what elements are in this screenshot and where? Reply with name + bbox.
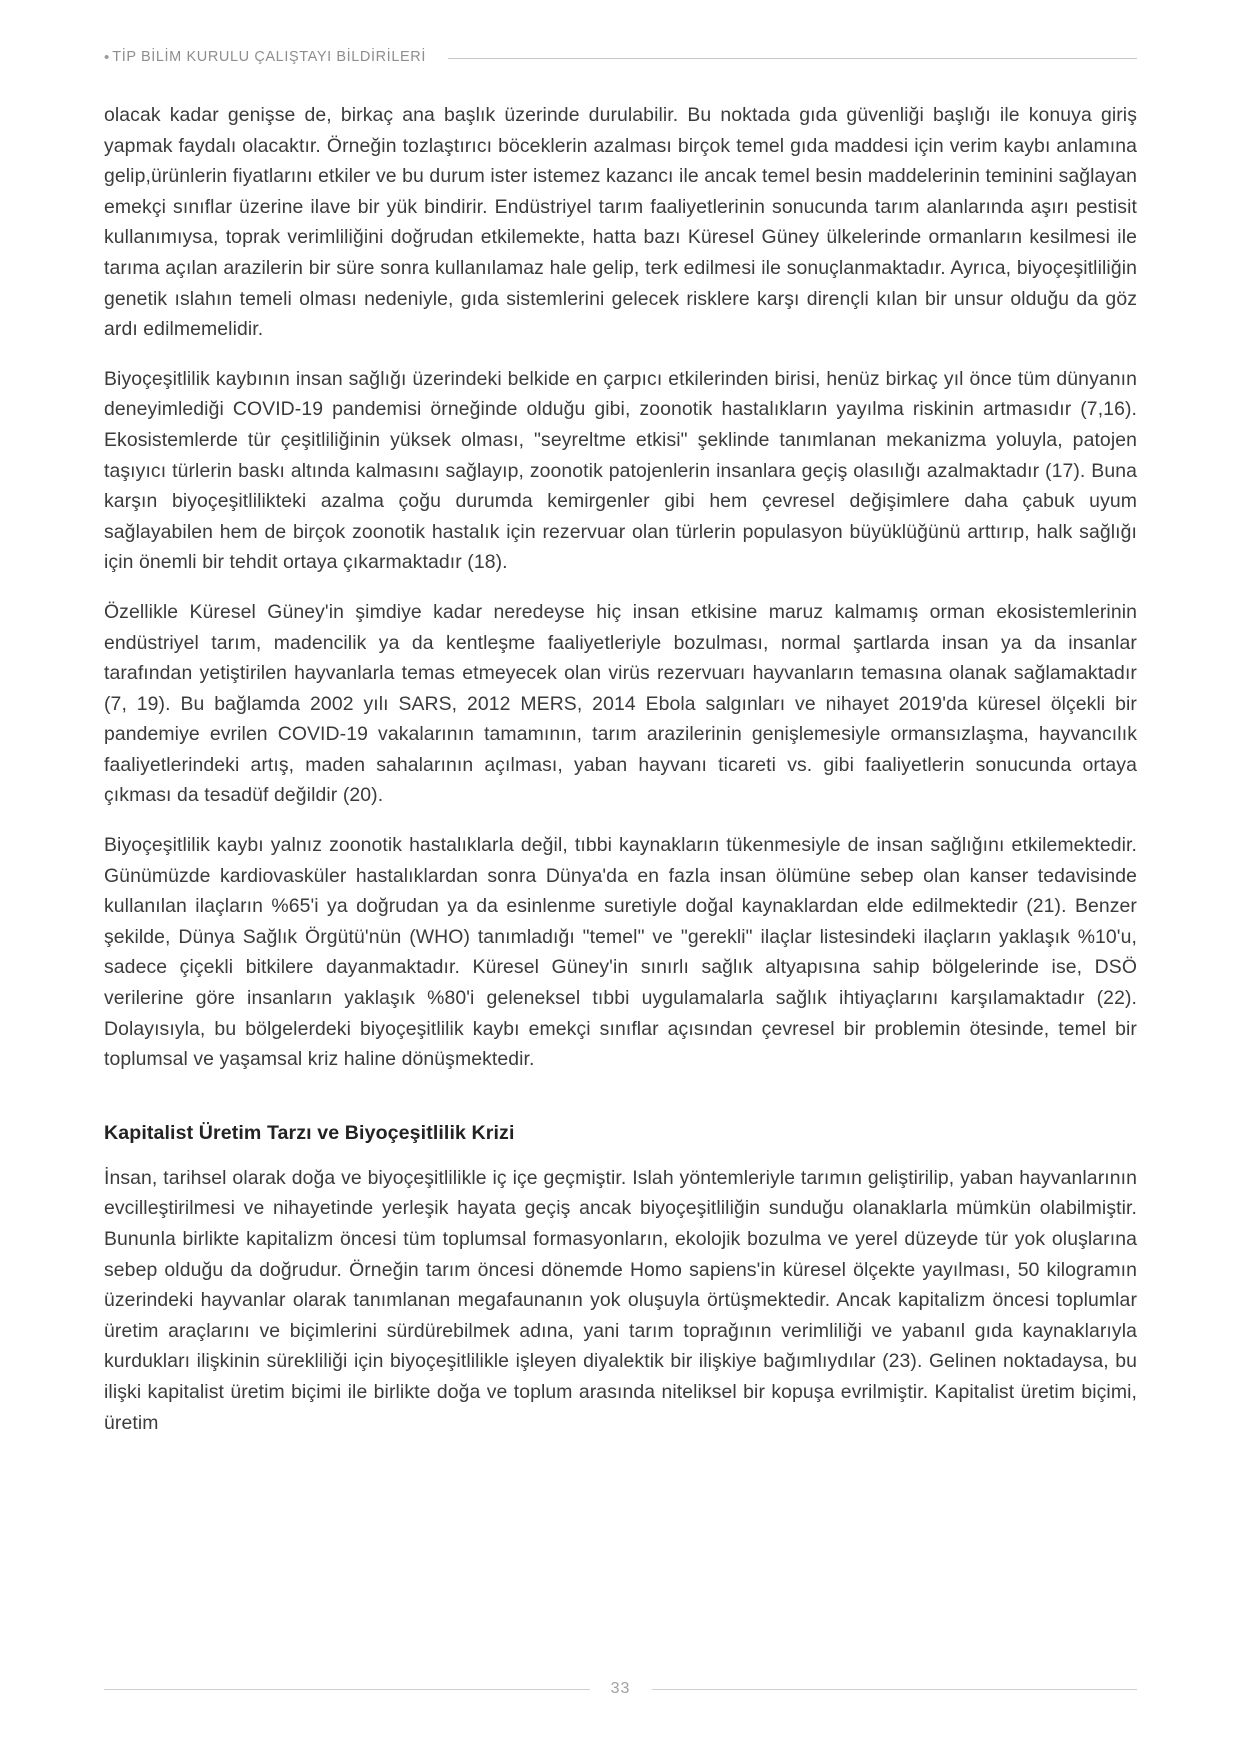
- document-body: [104, 100, 1137, 1438]
- header-bullet-icon: •: [104, 48, 110, 66]
- header-title: TİP BİLİM KURULU ÇALIŞTAYI BİLDİRİLERİ: [112, 49, 426, 65]
- footer-divider-right: [652, 1689, 1138, 1690]
- section-heading: Kapitalist Üretim Tarzı ve Biyoçeşitlilik Krizi: [104, 1121, 515, 1144]
- body-paragraph: Biyoçeşitlilik kaybının insan sağlığı üzerindeki belkide en çarpıcı etkilerinden birisi, henüz birkaç yıl önce tüm dünyanın deneyimlediği COVID-19 pandemisi örneğinde olduğu gibi, zoonotik hastalıkların yayılma riskinin artmasıdır (7,16). Ekosistemlerde tür çeşitliliğinin yüksek olması, "seyreltme etkisi" şeklinde tanımlanan mekanizma yoluyla, patojen taşıyıcı türlerin baskı altında kalmasını sağlayıp, zoonotik patojenlerin insanlara geçiş olasılığı azalmaktadır (17). Buna karşın biyoçeşitlilikteki azalma çoğu durumda kemirgenler gibi hem çevresel değişimlere daha çabuk uyum sağlayabilen hem de birçok zoonotik hastalık için rezervuar olan türlerin populasyon büyüklüğünü arttırıp, halk sağlığı için önemli bir tehdit ortaya çıkarmaktadır (18).: [104, 367, 1137, 574]
- running-header: [104, 44, 1137, 70]
- body-paragraph: İnsan, tarihsel olarak doğa ve biyoçeşitlilikle iç içe geçmiştir. Islah yöntemleriyle tarımın geliştirilip, yaban hayvanlarının evcilleştirilmesi ve nihayetinde yerleşik hayata geçiş ancak biyoçeşitliliğin sunduğu olanaklarla mümkün olabilmiştir. Bununla birlikte kapitalizm öncesi tüm toplumsal formasyonların, ekolojik bozulma ve yerel düzeyde tür yok oluşlarına sebep olduğu da doğrudur. Örneğin tarım öncesi dönemde Homo sapiens'in küresel ölçekte yayılması, 50 kilogramın üzerindeki hayvanlar olarak tanımlanan megafaunanın yok oluşuyla örtüşmektedir. Ancak kapitalizm öncesi toplumlar üretim araçlarını ve biçimlerini sürdürebilmek adına, yani tarım toprağının verimliliği ve yabanıl gıda kaynaklarıyla kurdukları ilişkinin sürekliliği için biyoçeşitlilikle işleyen diyalektik bir ilişkiye bağımlıydılar (23). Gelinen noktadaysa, bu ilişki kapitalist üretim biçimi ile birlikte doğa ve toplum arasında niteliksel bir kopuşa evrilmiştir. Kapitalist üretim biçimi, üretim: [104, 1166, 1137, 1434]
- page-number: 33: [610, 1680, 631, 1697]
- body-paragraph: olacak kadar genişse de, birkaç ana başlık üzerinde durulabilir. Bu noktada gıda güvenliği başlığı ile konuya giriş yapmak faydalı olacaktır. Örneğin tozlaştırıcı böceklerin azalması birçok temel gıda maddesi için verim kaybı anlamına gelip,ürünlerin fiyatlarını etkiler ve bu durum ister istemez kazancı ile ancak temel besin maddelerinin teminini sağlayan emekçi sınıflar üzerine ilave bir yük bindirir. Endüstriyel tarım faaliyetlerinin sonucunda tarım alanlarında aşırı pestisit kullanımıysa, toprak verimliliğini doğrudan etkilemekte, hatta bazı Küresel Güney ülkelerinde ormanların kesilmesi ile tarıma açılan arazilerin bir süre sonra kullanılamaz hale gelip, terk edilmesi ile sonuçlanmaktadır. Ayrıca, biyoçeşitliliğin genetik ıslahın temeli olması nedeniyle, gıda sistemlerini gelecek risklere karşı dirençli kılan bir unsur olduğu da göz ardı edilmemelidir.: [104, 104, 1137, 341]
- header-divider: [448, 58, 1137, 59]
- footer-divider-left: [104, 1689, 590, 1690]
- page-footer: [104, 1680, 1137, 1698]
- body-paragraph: Özellikle Küresel Güney'in şimdiye kadar neredeyse hiç insan etkisine maruz kalmamış orman ekosistemlerinin endüstriyel tarım, madencilik ya da kentleşme faaliyetleriyle bozulması, normal şartlarda insan ya da insanlar tarafından yetiştirilen hayvanlarla temas etmeyecek olan virüs rezervuarı hayvanların temasına olanak sağlamaktadır (7, 19). Bu bağlamda 2002 yılı SARS, 2012 MERS, 2014 Ebola salgınları ve nihayet 2019'da küresel ölçekli bir pandemiye evrilen COVID-19 vakalarının tamamının, tarım arazilerinin genişlemesiyle ormansızlaşma, hayvancılık faaliyetlerindeki artış, maden sahalarının açılması, yaban hayvanı ticareti vs. gibi faaliyetlerin sonucunda ortaya çıkması da tesadüf değildir (20).: [104, 600, 1137, 807]
- body-paragraph: Biyoçeşitlilik kaybı yalnız zoonotik hastalıklarla değil, tıbbi kaynakların tükenmesiyle de insan sağlığını etkilemektedir. Günümüzde kardiovasküler hastalıklardan sonra Dünya'da en fazla insan ölümüne sebep olan kanser tedavisinde kullanılan ilaçların %65'i ya doğrudan ya da esinlenme suretiyle doğal kaynaklardan elde edilmektedir (21). Benzer şekilde, Dünya Sağlık Örgütü'nün (WHO) tanımladığı "temel" ve "gerekli" ilaçlar listesindeki ilaçların yaklaşık %10'u, sadece çiçekli bitkilere dayanmaktadır. Küresel Güney'in sınırlı sağlık altyapısına sahip bölgelerinde ise, DSÖ verilerine göre insanların yaklaşık %80'i geleneksel tıbbi uygulamalarla sağlık ihtiyaçlarını karşılamaktadır (22). Dolayısıyla, bu bölgelerdeki biyoçeşitlilik kaybı emekçi sınıflar açısından çevresel bir problemin ötesinde, temel bir toplumsal ve yaşamsal kriz haline dönüşmektedir.: [104, 834, 1137, 1071]
